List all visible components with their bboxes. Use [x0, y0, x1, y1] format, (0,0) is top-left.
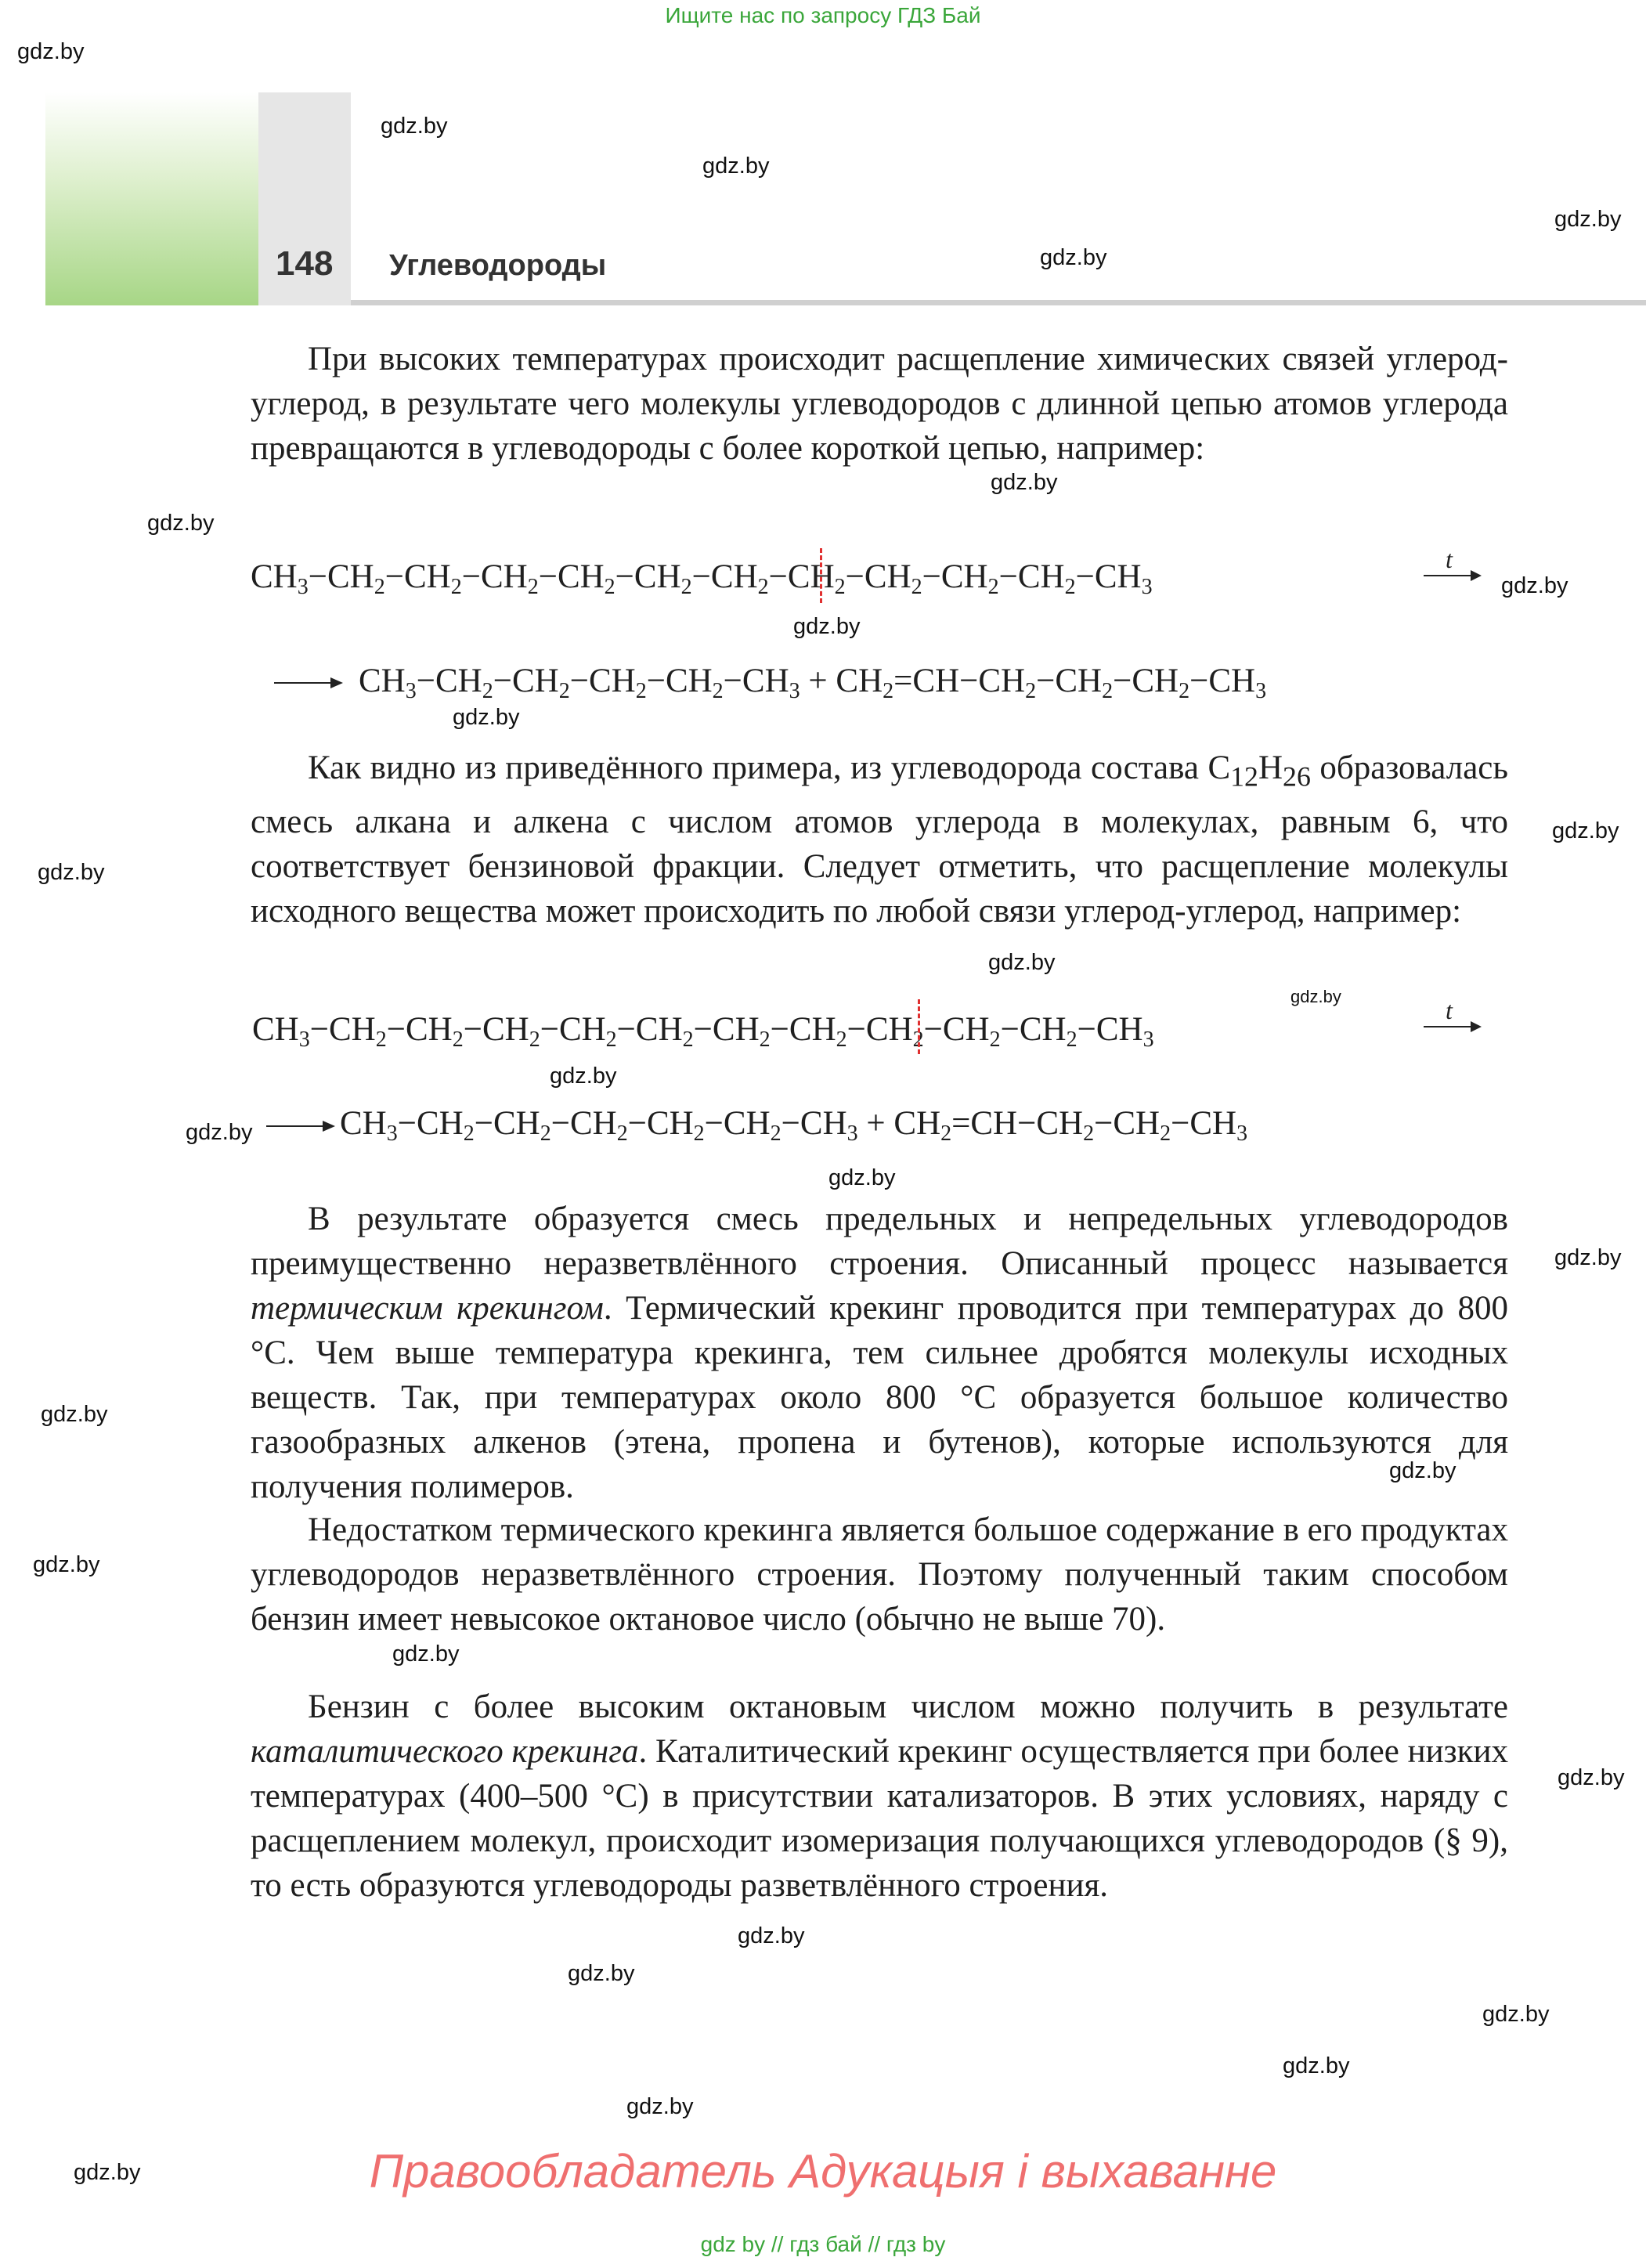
- paragraph-2-end: образовалась смесь алкана и алкена с числом атомов углерода в молекулах, равным 6, что соответствует бензиновой фракции. Следует отметить, что расщепление молекулы исходного вещества может происходить по любой связи углерод-углерод, например:: [251, 749, 1508, 930]
- watermark: gdz.by: [1482, 2002, 1550, 2027]
- copyright-notice: Правообладатель Адукацыя і выхаванне: [369, 2145, 1277, 2198]
- watermark: gdz.by: [626, 2094, 694, 2119]
- equation-1-left: $CH_3-CH_2-CH_2-CH_2-CH_2-CH_2-$: [251, 558, 711, 599]
- equation-1-reactant: [251, 558, 1153, 600]
- bottom-links[interactable]: gdz by // гдз бай // гдз by: [700, 2232, 946, 2256]
- equation-2-reactant: [252, 1010, 1154, 1053]
- watermark: gdz.by: [1554, 207, 1622, 232]
- watermark: gdz.by: [186, 1120, 253, 1145]
- continuation-arrow-1: [274, 677, 343, 689]
- watermark: gdz.by: [38, 860, 105, 885]
- watermark: gdz.by: [1389, 1458, 1456, 1483]
- watermark: gdz.by: [381, 114, 448, 139]
- watermark: gdz.by: [1552, 818, 1619, 843]
- equation-2-products: $CH_3-CH_2-CH_2-CH_2-CH_2-CH_2-CH_3 + CH_2=CH-CH_2-CH_2-CH_3$: [340, 1105, 1248, 1146]
- reaction-arrow-2: [1424, 996, 1482, 1034]
- bond-cut-mark-2: [918, 999, 920, 1054]
- paragraph-5: [251, 1685, 1508, 1908]
- paragraph-3: [251, 1197, 1508, 1509]
- watermark: gdz.by: [392, 1641, 460, 1667]
- watermark: gdz.by: [988, 950, 1056, 975]
- equation-2-right: $CH_2-CH_2-CH_2-CH_2-CH_3$: [789, 1011, 1154, 1052]
- paragraph-3-end: . Термический крекинг проводится при температурах до 800 °С. Чем выше температура крекинга, тем сильнее дробятся молекулы исходных веществ. Так, при температурах около 800 °С образуется большое количество газообразных алкенов (этена, пропена и бутенов), которые используются для получения полимеров.: [251, 1290, 1508, 1505]
- equation-1-products: $CH_3-CH_2-CH_2-CH_2-CH_2-CH_3 + CH_2=CH-CH_2-CH_2-CH_2-CH_3$: [359, 663, 1267, 703]
- paragraph-1: При высоких температурах происходит расщепление химических связей углерод-углерод, в результате чего молекулы углеводородов с длинной цепью атомов углерода превращаются в углеводороды с более короткой цепью, например:: [251, 341, 1508, 467]
- watermark: gdz.by: [793, 614, 861, 639]
- continuation-arrow-2: [266, 1120, 335, 1132]
- top-banner: Ищите нас по запросу ГДЗ Бай: [665, 3, 981, 27]
- watermark: gdz.by: [828, 1165, 896, 1190]
- watermark: gdz.by: [1501, 573, 1568, 598]
- watermark: gdz.by: [17, 39, 85, 64]
- term-catalytic-cracking: каталитического крекинга: [251, 1733, 639, 1770]
- watermark: gdz.by: [74, 2160, 141, 2185]
- watermark: gdz.by: [568, 1961, 635, 1986]
- header-green-block: [45, 92, 258, 305]
- watermark: gdz.by: [550, 1064, 617, 1089]
- watermark: gdz.by: [147, 511, 215, 536]
- reaction-arrow-1: [1424, 545, 1482, 583]
- paragraph-5-start: Бензин с более высоким октановым числом можно получить в результате: [308, 1688, 1508, 1725]
- watermark: gdz.by: [33, 1552, 100, 1577]
- paragraph-4: Недостатком термического крекинга является большое содержание в его продуктах углеводородов неразветвлённого строения. Поэтому полученный таким способом бензин имеет невысокое октановое число (обычно не выше 70).: [251, 1511, 1508, 1638]
- formula-h: H: [1258, 749, 1283, 786]
- page-number: 148: [276, 244, 334, 283]
- heat-condition-label: t: [1446, 545, 1453, 573]
- watermark: gdz.by: [702, 153, 770, 179]
- watermark: gdz.by: [991, 470, 1058, 495]
- watermark: gdz.by: [41, 1402, 108, 1427]
- header-rule: [351, 300, 1646, 305]
- watermark: gdz.by: [1554, 1245, 1622, 1270]
- watermark: gdz.by: [1558, 1765, 1625, 1790]
- watermark: gdz.by: [1290, 987, 1341, 1006]
- heat-condition-label-2: t: [1446, 996, 1453, 1024]
- term-thermal-cracking: термическим крекингом: [251, 1290, 604, 1327]
- paragraph-2-start: Как видно из приведённого примера, из углеводорода состава C: [308, 749, 1231, 786]
- section-title: Углеводороды: [389, 249, 607, 282]
- paragraph-2: [251, 746, 1508, 934]
- watermark: gdz.by: [1040, 245, 1107, 270]
- formula-subscript-h: 26: [1283, 760, 1311, 793]
- paragraph-3-start: В результате образуется смесь предельных и непредельных углеводородов преимущественно неразветвлённого строения. Описанный процесс называется: [251, 1201, 1508, 1282]
- watermark: gdz.by: [453, 705, 520, 730]
- watermark: gdz.by: [738, 1923, 805, 1948]
- equation-2-left: $CH_3-CH_2-CH_2-CH_2-CH_2-CH_2-CH_2-$: [252, 1011, 789, 1052]
- paragraph-5-end: . Каталитический крекинг осуществляется при более низких температурах (400–500 °С) в присутствии катализаторов. В этих условиях, наряду с расщеплением молекул, происходит изомеризация получающихся углеводородов (§ 9), то есть образуются углеводороды разветвлённого строения.: [251, 1733, 1509, 1904]
- equation-1-right: $CH_2-CH_2-CH_2-CH_2-CH_2-CH_3$: [710, 558, 1153, 599]
- watermark: gdz.by: [1283, 2053, 1350, 2078]
- formula-subscript-c: 12: [1230, 760, 1258, 793]
- bond-cut-mark-1: [820, 548, 822, 603]
